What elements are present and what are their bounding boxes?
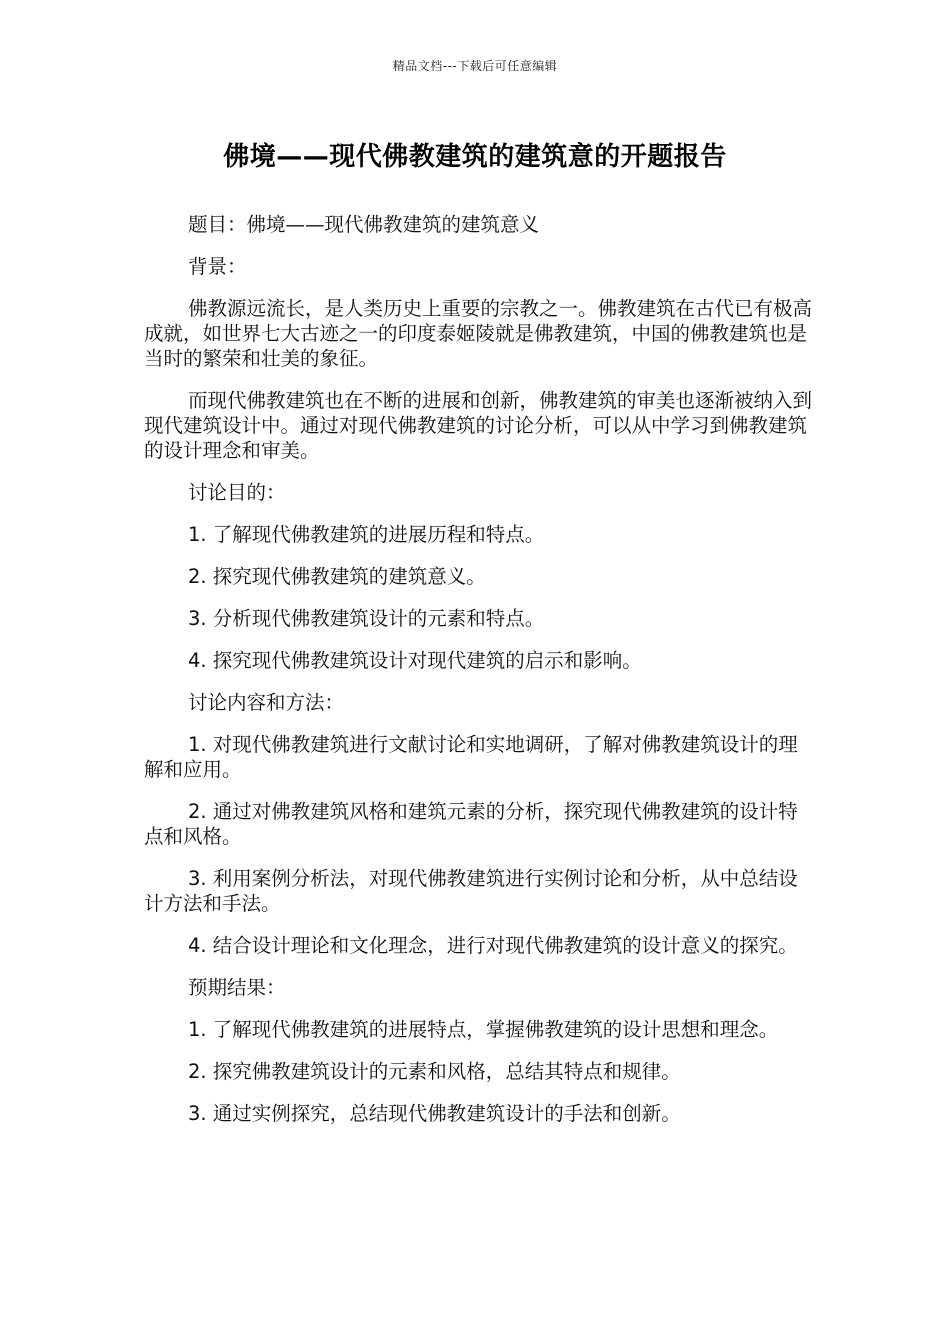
result-item: 1. 了解现代佛教建筑的进展特点，掌握佛教建筑的设计思想和理念。 (188, 1018, 779, 1041)
section-label-purpose: 讨论目的： (188, 481, 286, 504)
purpose-item: 4. 探究现代佛教建筑设计对现代建筑的启示和影响。 (188, 649, 642, 672)
header-note: 精品文档---下载后可任意编辑 (392, 59, 558, 73)
section-label-methods: 讨论内容和方法： (188, 691, 345, 714)
background-paragraph-2: 而现代佛教建筑也在不断的进展和创新，佛教建筑的审美也逐渐被纳入到现代建筑设计中。通过对现代佛教建筑的讨论分析，可以从中学习到佛教建筑的设计理念和审美。 (144, 389, 813, 462)
document-body (144, 212, 812, 1143)
result-item: 3. 通过实例探究，总结现代佛教建筑设计的手法和创新。 (188, 1102, 681, 1125)
section-label-results: 预期结果： (188, 976, 286, 999)
topic-line: 题目：佛境——现代佛教建筑的建筑意义 (188, 213, 540, 236)
result-item: 2. 探究佛教建筑设计的元素和风格，总结其特点和规律。 (188, 1060, 681, 1083)
document-title: 佛境——现代佛教建筑的建筑意的开题报告 (223, 142, 727, 172)
section-label-background: 背景： (188, 255, 247, 278)
method-item: 2. 通过对佛教建筑风格和建筑元素的分析，探究现代佛教建筑的设计特点和风格。 (144, 800, 798, 848)
background-paragraph-1: 佛教源远流长，是人类历史上重要的宗教之一。佛教建筑在古代已有极高成就，如世界七大古迹之一的印度泰姬陵就是佛教建筑，中国的佛教建筑也是当时的繁荣和壮美的象征。 (144, 297, 813, 370)
method-item: 1. 对现代佛教建筑进行文献讨论和实地调研，了解对佛教建筑设计的理解和应用。 (144, 733, 798, 781)
purpose-item: 3. 分析现代佛教建筑设计的元素和特点。 (188, 607, 545, 630)
method-item: 3. 利用案例分析法，对现代佛教建筑进行实例讨论和分析，从中总结设计方法和手法。 (144, 867, 798, 915)
method-item: 4. 结合设计理论和文化理念，进行对现代佛教建筑的设计意义的探究。 (188, 934, 798, 957)
purpose-item: 1. 了解现代佛教建筑的进展历程和特点。 (188, 523, 545, 546)
purpose-item: 2. 探究现代佛教建筑的建筑意义。 (188, 565, 486, 588)
